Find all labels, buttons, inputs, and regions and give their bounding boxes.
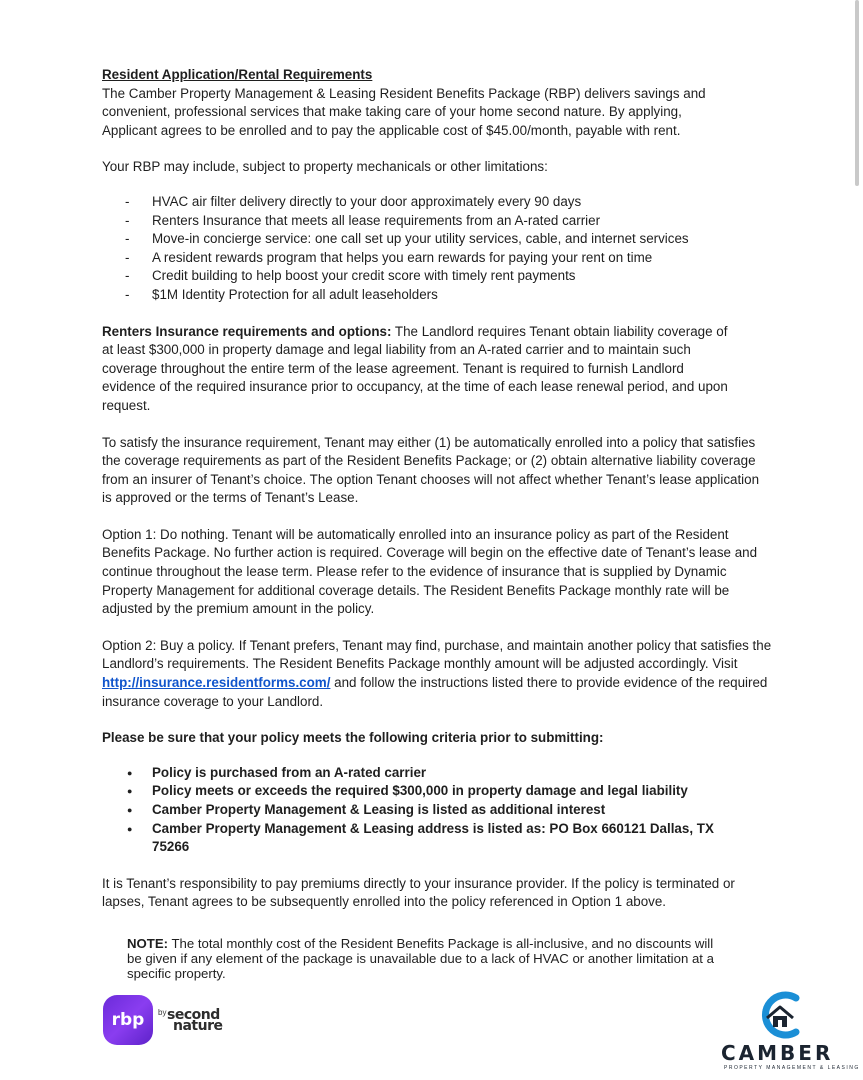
list-item: - HVAC air filter delivery directly to your door approximately every 90 days xyxy=(125,193,814,212)
second-nature-wordmark: second nature xyxy=(167,1007,223,1034)
satisfy-requirement-paragraph: To satisfy the insurance requirement, Tenant may either (1) be automatically enrolled into a policy that satisfies the coverage requirements as part of the Resident Benefits Package; or (2) obtain alternative liability coverage from an insurer of Tenant’s choice. The option Tenant chooses will not affect whether Tenant’s lease application is approved or the terms of Tenant’s Lease. xyxy=(102,434,760,506)
option-2-paragraph: Option 2: Buy a policy. If Tenant prefers, Tenant may find, purchase, and maintain another policy that satisfies the Landlord’s requirements. The Resident Benefits Package monthly amount will be adjusted accordingly. Visit http://insurance.residentforms.com/ and follow the instructions listed there to provide evidence of the required insurance coverage to your Landlord. xyxy=(102,637,772,709)
resident-forms-link[interactable]: http://insurance.residentforms.com/ xyxy=(102,675,331,691)
note-paragraph: NOTE: The total monthly cost of the Resident Benefits Package is all-inclusive, and no discounts will be given if any element of the package is unavailable due to a lack of HVAC or another limitation at a specific property. xyxy=(127,935,714,982)
list-item: - Move-in concierge service: one call set up your utility services, cable, and internet services xyxy=(125,230,814,249)
intro-paragraph: The Camber Property Management & Leasing Resident Benefits Package (RBP) delivers savings and convenient, professional services that make taking care of your home second nature. By applying, Applicant agrees to be enrolled and to pay the applicable cost of $45.00/month, payable with rent. xyxy=(102,85,706,138)
list-item: - A resident rewards program that helps you earn rewards for paying your rent on time xyxy=(125,249,814,268)
list-item: ● Camber Property Management & Leasing is listed as additional interest xyxy=(125,801,814,820)
criteria-list xyxy=(102,764,814,857)
insurance-heading: Renters Insurance requirements and options: xyxy=(102,323,392,339)
rbp-badge-icon: rbp xyxy=(103,995,153,1045)
document-body xyxy=(102,66,814,982)
camber-wordmark: CAMBER xyxy=(721,1041,834,1065)
list-item: - $1M Identity Protection for all adult leaseholders xyxy=(125,286,814,305)
camber-logo xyxy=(718,990,860,1076)
insurance-requirements-paragraph: Renters Insurance requirements and options: The Landlord requires Tenant obtain liability coverage of at least $300,000 in property damage and legal liability from an A-rated carrier and to maintain such coverage throughout the entire term of the lease agreement. Tenant is required to furnish Landlord evidence of the required insurance prior to occupancy, at the time of each lease renewal period, and upon request. xyxy=(102,323,728,413)
document-title: Resident Application/Rental Requirements xyxy=(102,67,373,82)
list-item: ● Camber Property Management & Leasing address is listed as: PO Box 660121 Dallas, TX 75266 xyxy=(125,820,814,857)
list-item: ● Policy meets or exceeds the required $300,000 in property damage and legal liability xyxy=(125,782,814,801)
camber-tagline: PROPERTY MANAGEMENT & LEASING xyxy=(724,1065,860,1071)
camber-house-icon xyxy=(718,990,838,1040)
rbp-lead: Your RBP may include, subject to property mechanicals or other limitations: xyxy=(102,159,548,175)
criteria-heading: Please be sure that your policy meets the following criteria prior to submitting: xyxy=(102,730,604,746)
rbp-by-text: by xyxy=(158,1008,167,1017)
scrollbar[interactable] xyxy=(855,0,859,186)
list-item: ● Policy is purchased from an A-rated carrier xyxy=(125,764,814,783)
note-label: NOTE: xyxy=(127,935,169,951)
list-item: - Credit building to help boost your credit score with timely rent payments xyxy=(125,267,814,286)
responsibility-paragraph: It is Tenant’s responsibility to pay premiums directly to your insurance provider. If the policy is terminated or lapses, Tenant agrees to be subsequently enrolled into the policy referenced in Option 1 above. xyxy=(102,875,735,910)
list-item: - Renters Insurance that meets all lease requirements from an A-rated carrier xyxy=(125,212,814,231)
option-1-paragraph: Option 1: Do nothing. Tenant will be automatically enrolled into an insurance policy as part of the Resident Benefits Package. No further action is required. Coverage will begin on the effective date of Tenant’s lease and continue throughout the lease term. Please refer to the evidence of insurance that is supplied by Dynamic Property Management for additional coverage details. The Resident Benefits Package monthly rate will be adjusted by the premium amount in the policy. xyxy=(102,526,758,617)
rbp-second-nature-logo xyxy=(103,994,221,1048)
rbp-benefits-list xyxy=(102,193,814,305)
